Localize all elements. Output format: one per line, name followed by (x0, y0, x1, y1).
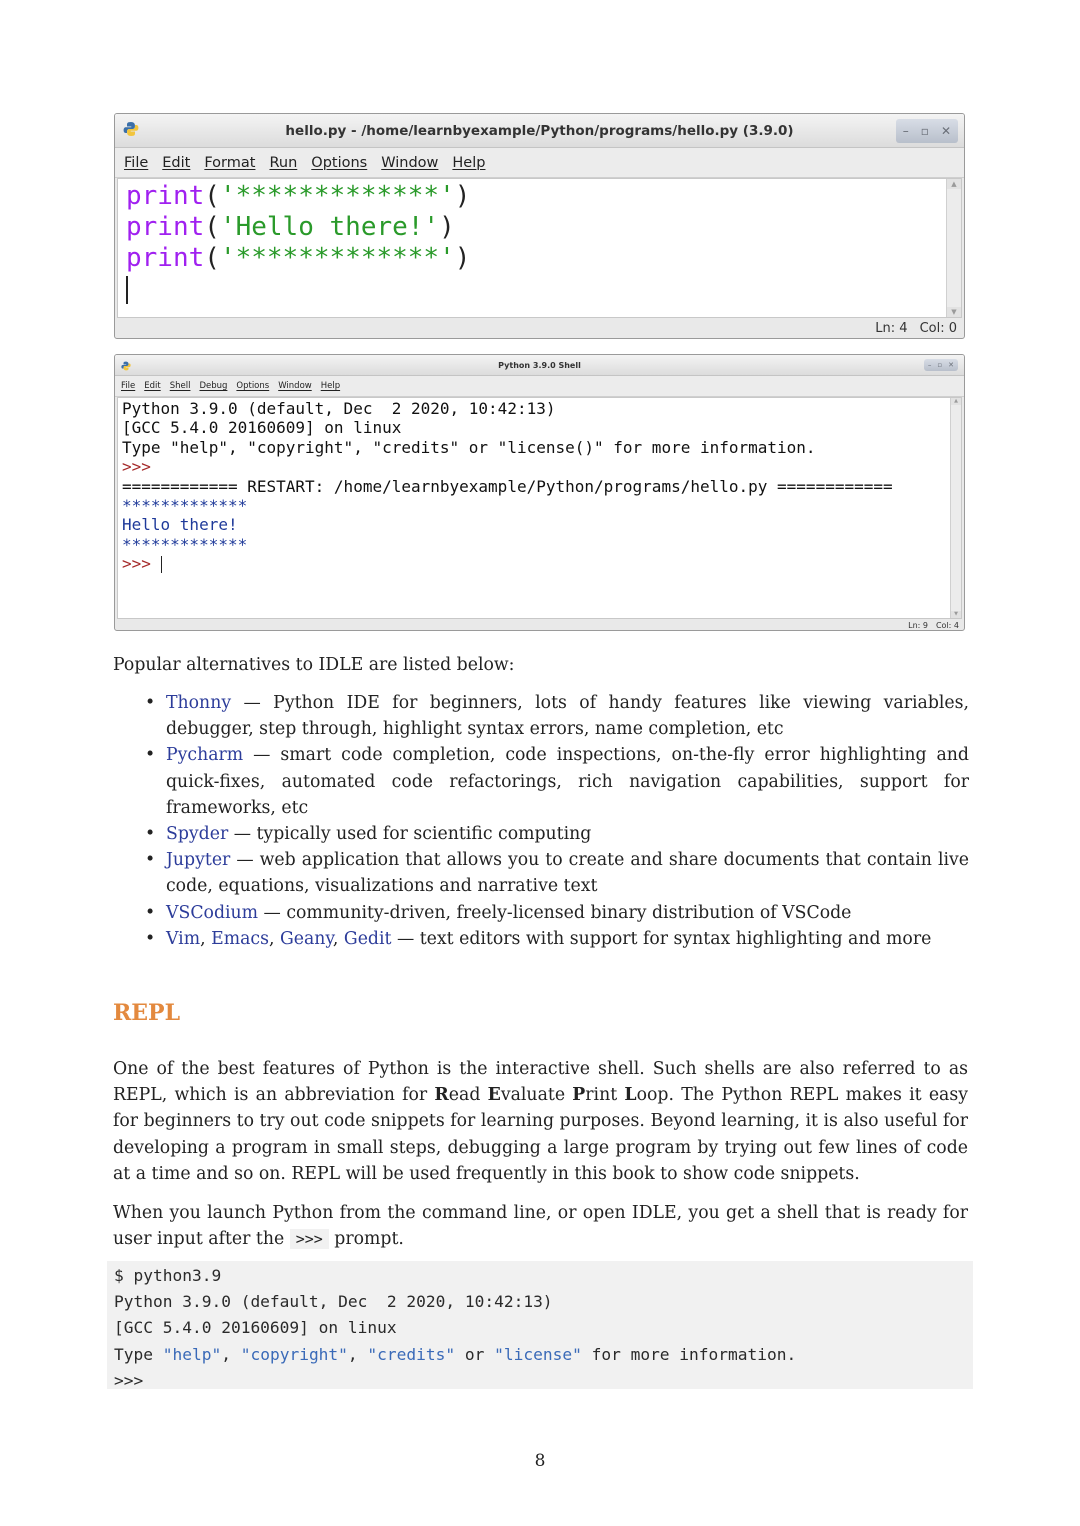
scroll-up-icon[interactable]: ▲ (947, 179, 961, 189)
item-desc: — community-driven, freely-licensed binary distribution of VSCode (258, 902, 852, 923)
status-col: Col: 4 (935, 620, 959, 630)
shell-output-line: Hello there! (122, 515, 238, 535)
code-string: "credits" (367, 1344, 456, 1364)
code-line (126, 274, 961, 305)
shell-prompt: >>> (122, 554, 151, 574)
link-jupyter[interactable]: Jupyter (166, 850, 231, 871)
menu-format[interactable]: Format (204, 154, 256, 171)
status-line: Ln: 4 (875, 320, 908, 336)
maximize-icon[interactable]: ▫ (920, 123, 929, 138)
text: prompt. (328, 1229, 404, 1250)
text: rint (585, 1085, 625, 1106)
list-item (113, 926, 969, 952)
text: ead (448, 1085, 488, 1106)
close-icon[interactable]: ✕ (940, 123, 951, 138)
code-string: "copyright" (240, 1344, 348, 1364)
link-spyder[interactable]: Spyder (166, 824, 229, 845)
repl-paragraph (113, 1056, 968, 1187)
list-item (113, 900, 969, 926)
shell-line: Python 3.9.0 (default, Dec 2 2020, 10:42:13) (122, 399, 556, 418)
code-line: $ python3.9 (114, 1266, 222, 1285)
shell-input-line (122, 554, 961, 573)
code-string: "license" (494, 1344, 582, 1364)
idle-shell-window (114, 354, 965, 631)
menu-file[interactable]: File (121, 381, 136, 391)
separator: , (200, 928, 212, 949)
list-item (113, 821, 969, 847)
menu-options[interactable]: Options (236, 381, 270, 391)
code-func: print (126, 212, 205, 242)
shell-output-line: ************* (122, 496, 248, 516)
menu-edit[interactable]: Edit (144, 381, 161, 391)
status-line: Ln: 9 (908, 620, 928, 630)
code-string: '*************' (219, 181, 455, 211)
menu-window[interactable]: Window (381, 154, 439, 171)
alternatives-list (113, 690, 969, 952)
code-paren: ( (204, 212, 220, 242)
code-text: Type (114, 1344, 163, 1364)
menu-options[interactable]: Options (311, 154, 368, 171)
text: oop (636, 1085, 669, 1106)
shell-output-line: ************* (122, 534, 248, 554)
idle-editor-window (114, 113, 965, 339)
code-line: Python 3.9.0 (default, Dec 2 2020, 10:42:13) (114, 1292, 553, 1312)
bold-letter: P (572, 1085, 586, 1106)
shell-statusbar (115, 619, 964, 631)
list-item (113, 690, 969, 742)
code-text: , (347, 1344, 368, 1364)
minimize-icon[interactable]: – (927, 361, 932, 369)
launch-paragraph (113, 1200, 968, 1252)
link-emacs[interactable]: Emacs (211, 928, 269, 949)
editor-code (118, 179, 961, 305)
item-desc: — typically used for scientific computing (228, 824, 592, 845)
item-desc: — text editors with support for syntax highlighting and more (391, 928, 932, 949)
code-paren: ( (204, 181, 220, 211)
code-paren: ) (439, 212, 455, 242)
shell-line: Type "help", "copyright", "credits" or "license()" for more information. (122, 437, 816, 457)
link-pycharm[interactable]: Pycharm (166, 745, 244, 766)
code-string: 'Hello there!' (219, 212, 440, 242)
menu-shell[interactable]: Shell (169, 381, 191, 391)
shell-titlebar[interactable] (115, 355, 964, 376)
link-geany[interactable]: Geany (279, 928, 333, 949)
separator: , (268, 928, 280, 949)
inline-code: >>> (290, 1229, 329, 1249)
text: valuate (500, 1085, 573, 1106)
code-line: [GCC 5.4.0 20160609] on linux (114, 1318, 397, 1338)
bold-letter: E (487, 1085, 501, 1106)
bold-letter: L (624, 1085, 637, 1106)
shell-menubar (115, 376, 964, 397)
menu-edit[interactable]: Edit (162, 154, 191, 171)
code-line: >>> (114, 1370, 144, 1390)
shell-window-controls (924, 359, 958, 371)
scroll-down-icon[interactable]: ▼ (951, 611, 961, 618)
menu-run[interactable]: Run (269, 154, 298, 171)
python-logo-icon (121, 356, 131, 375)
code-paren: ) (454, 243, 471, 273)
link-gedit[interactable]: Gedit (343, 928, 392, 949)
shell-scrollbar[interactable] (950, 398, 961, 618)
code-line (126, 243, 961, 274)
editor-menubar (115, 148, 964, 178)
text: When you launch Python from the command line, or open IDLE, you get a shell that is ready for user input after the (113, 1203, 968, 1250)
code-line (126, 212, 961, 243)
editor-statusbar (115, 318, 964, 338)
close-icon[interactable]: ✕ (948, 361, 954, 369)
shell-line: [GCC 5.4.0 20160609] on linux (122, 418, 402, 438)
code-string: '*************' (219, 243, 455, 273)
shell-text-area[interactable] (117, 397, 962, 619)
code-line (126, 181, 961, 212)
editor-window-title: hello.py - /home/learnbyexample/Python/programs/hello.py (3.9.0) (285, 122, 794, 139)
menu-help[interactable]: Help (320, 381, 341, 391)
list-item (113, 847, 969, 899)
shell-restart-line: ============ RESTART: /home/learnbyexample/Python/programs/hello.py ============ (122, 476, 893, 496)
code-func: print (126, 181, 205, 211)
code-func: print (126, 243, 205, 273)
editor-text-area[interactable] (117, 178, 962, 318)
page-number: 8 (534, 1451, 546, 1471)
scroll-up-icon[interactable]: ▲ (951, 398, 961, 405)
code-text: for more information. (581, 1344, 797, 1364)
shell-prompt: >>> (122, 457, 151, 477)
code-line (114, 1342, 973, 1368)
text-cursor (126, 276, 128, 304)
link-vscodium[interactable]: VSCodium (166, 902, 259, 923)
item-desc: — Python IDE for beginners, lots of handy features like viewing variables, debugger, step through, highlight syntax errors, name completion, etc (166, 693, 969, 740)
item-desc: — web application that allows you to create and share documents that contain live code, equations, visualizations and narrative text (166, 850, 969, 897)
scroll-down-icon[interactable]: ▼ (947, 307, 961, 317)
minimize-icon[interactable]: – (902, 123, 909, 138)
link-thonny[interactable]: Thonny (166, 693, 232, 713)
code-block (107, 1261, 973, 1389)
code-text: , (221, 1344, 241, 1364)
editor-scrollbar[interactable] (946, 179, 961, 317)
menu-window[interactable]: Window (278, 381, 312, 391)
editor-titlebar[interactable] (115, 114, 964, 148)
python-logo-icon (123, 121, 139, 141)
menu-help[interactable]: Help (452, 154, 486, 171)
item-desc: — smart code completion, code inspections, on-the-fly error highlighting and quick-fixes, automated code refactorings, rich navigation capabilities, support for frameworks, etc (166, 745, 969, 818)
code-paren: ) (454, 181, 471, 211)
text: . The Python REPL makes it easy for beginners to try out code snippets for learning purposes. Beyond learning, it is also useful for developing a program in small steps, debugging a large program by trying out few lines of code at a time and so on. REPL will be used frequently in this book to show code snippets. (113, 1085, 968, 1184)
menu-debug[interactable]: Debug (199, 381, 228, 391)
separator: , (332, 928, 344, 949)
code-paren: ( (204, 243, 220, 273)
bold-letter: R (434, 1085, 449, 1106)
editor-window-controls (896, 119, 958, 143)
text: One of the best features of Python is the interactive shell. Such shells are also referred to as REPL, which is an abbreviation for (113, 1059, 968, 1106)
code-text: or (455, 1344, 495, 1364)
shell-output (118, 398, 961, 574)
list-item (113, 742, 969, 821)
alternatives-intro: Popular alternatives to IDLE are listed below: (113, 655, 515, 675)
menu-file[interactable]: File (124, 154, 149, 171)
link-vim[interactable]: Vim (166, 928, 201, 949)
section-heading-repl: REPL (113, 1000, 181, 1026)
status-col: Col: 0 (919, 320, 957, 336)
shell-window-title: Python 3.9.0 Shell (498, 360, 581, 370)
maximize-icon[interactable]: ▫ (937, 361, 943, 369)
text-cursor (161, 556, 163, 573)
code-string: "help" (162, 1344, 222, 1364)
